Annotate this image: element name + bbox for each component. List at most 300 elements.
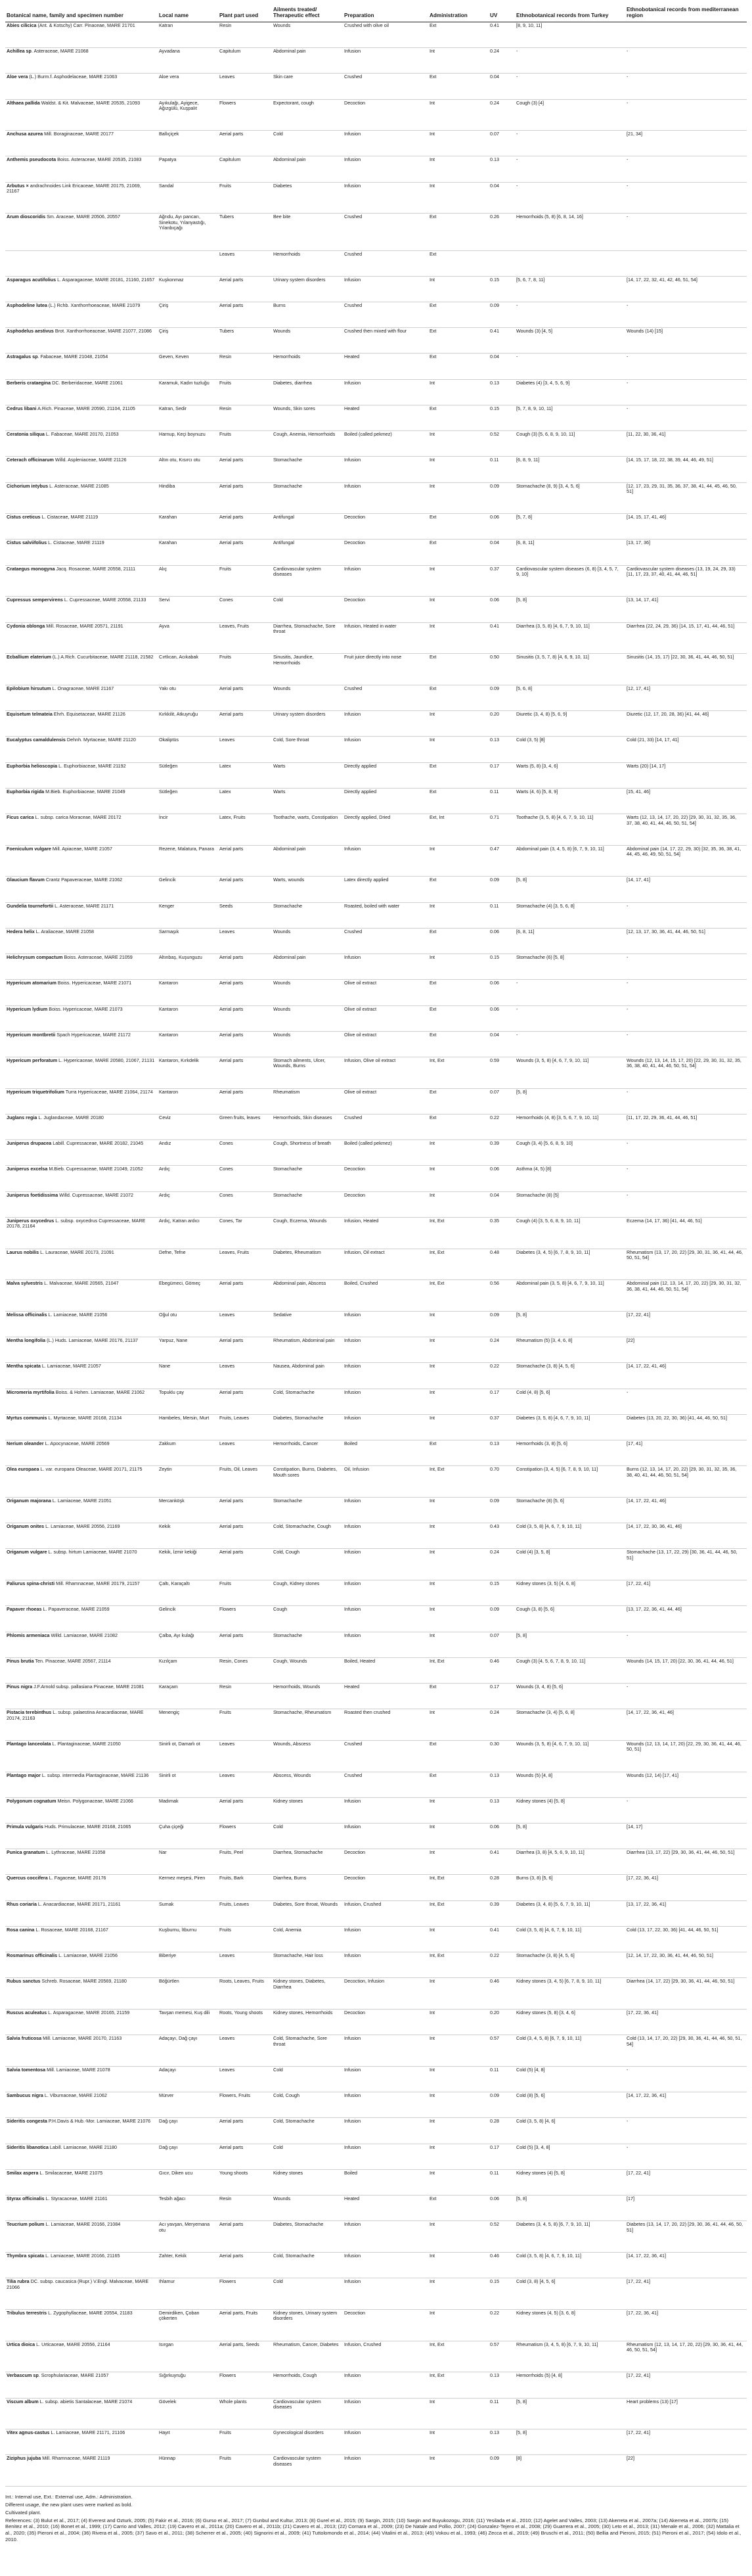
cell-plant-part: Leaves, Fruits (218, 1249, 272, 1280)
cell-local-name: Dağ çayı (158, 2144, 218, 2169)
cell-local-name: Okaliptüs (158, 737, 218, 762)
cell-records-turkey: [5, 8] (515, 2429, 625, 2455)
cell-administration: Ext (428, 980, 489, 1005)
table-row (5, 902, 747, 928)
cell-preparation: Infusion (343, 182, 428, 214)
cell-uv: 0.28 (489, 2118, 515, 2144)
cell-plant-part: Whole plants (218, 2398, 272, 2429)
cell-records-turkey: Hemorrhoids (3, 8) [5, 6] (515, 1440, 625, 1466)
cell-local-name: Mercanköşk (158, 1497, 218, 1523)
table-row (5, 737, 747, 762)
cell-plant-part: Aerial parts (218, 540, 272, 565)
cell-records-mediterranean: [17] (625, 2196, 747, 2221)
cell-ailments: Cold, Stomachache (272, 1389, 343, 1414)
cell-records-turkey: Cold (5) [4, 8] (515, 2066, 625, 2092)
cell-preparation: Crushed (343, 1114, 428, 1139)
cell-plant-part: Capitulum (218, 156, 272, 182)
cell-botanical-name: Polygonum cognatum Meisn. Polygonaceae, MARE 21066 (5, 1797, 158, 1823)
cell-administration: Int (428, 1337, 489, 1363)
cell-local-name: Menengiç (158, 1709, 218, 1741)
cell-preparation: Infusion (343, 2278, 428, 2310)
cell-uv: 0.57 (489, 2035, 515, 2067)
cell-ailments: Diabetes, Rheumatism (272, 1249, 343, 1280)
cell-records-mediterranean: [14, 15, 17, 18, 22, 38, 39, 44, 46, 49, 51] (625, 457, 747, 482)
cell-records-mediterranean: [22] (625, 2455, 747, 2487)
cell-preparation: Infusion (343, 1311, 428, 1337)
cell-administration: Ext, Int (428, 814, 489, 846)
cell-records-mediterranean: - (625, 379, 747, 405)
cell-local-name: Kekik, İzmir kekiği (158, 1549, 218, 1580)
cell-uv: 0.09 (489, 482, 515, 514)
cell-botanical-name: Plantago major L. subsp. intermedia Plantaginaceae, MARE 21136 (5, 1772, 158, 1797)
cell-plant-part: Fruits (218, 2429, 272, 2455)
table-row (5, 2398, 747, 2429)
cell-plant-part: Aerial parts (218, 302, 272, 327)
cell-preparation: Decoction (343, 1191, 428, 1217)
cell-botanical-name: Helichrysum compactum Boiss. Asteraceae, MARE 21059 (5, 954, 158, 980)
cell-botanical-name: Ecballium elaterium (L.) A.Rich. Cucurbitaceae, MARE 21118, 21582 (5, 654, 158, 685)
cell-records-turkey: - (515, 1031, 625, 1057)
column-header: Botanical name, family and specimen number (5, 5, 158, 22)
cell-plant-part: Cones (218, 1191, 272, 1217)
cell-records-mediterranean: [14, 17, 22, 30, 36, 41, 46] (625, 1523, 747, 1549)
cell-preparation: Decoction (343, 2309, 428, 2341)
cell-records-turkey: Cardiovascular system diseases (6, 8) [3, 4, 5, 7, 9, 10] (515, 565, 625, 597)
cell-records-turkey: Stomachache (6) [5, 8] (515, 954, 625, 980)
table-row (5, 2196, 747, 2221)
cell-uv: 0.13 (489, 156, 515, 182)
cell-plant-part: Latex (218, 788, 272, 814)
cell-records-turkey: Cold (3, 8) [4, 5, 6] (515, 2278, 625, 2310)
cell-plant-part: Leaves (218, 1740, 272, 1772)
cell-administration: Int (428, 1632, 489, 1657)
table-row (5, 1088, 747, 1114)
cell-local-name: Ebegümeci, Gömeç (158, 1280, 218, 1312)
column-header: Ailments treated/ Therapeutic effect (272, 5, 343, 22)
cell-plant-part: Fruits (218, 2455, 272, 2487)
cell-administration: Ext (428, 1772, 489, 1797)
cell-ailments: Hemorrhoids (272, 354, 343, 379)
table-row (5, 2169, 747, 2195)
cell-preparation: Crushed (343, 302, 428, 327)
cell-administration: Int (428, 131, 489, 156)
cell-records-mediterranean: [12, 17, 23, 29, 31, 35, 36, 37, 38, 41, 44, 45, 46, 50, 51] (625, 482, 747, 514)
cell-records-turkey: Stomachache (8, 9) [3, 4, 5, 6] (515, 482, 625, 514)
cell-uv: 0.22 (489, 1952, 515, 1978)
cell-preparation: Infusion (343, 2455, 428, 2487)
cell-botanical-name: Euphorbia rigida M.Bieb. Euphorbiaceae, MARE 21049 (5, 788, 158, 814)
cell-ailments: Cardiovascular system diseases (272, 2455, 343, 2487)
cell-preparation: Infusion (343, 565, 428, 597)
cell-botanical-name: Melissa officinalis L. Lamiaceae, MARE 21056 (5, 1311, 158, 1337)
cell-plant-part: Aerial parts (218, 131, 272, 156)
cell-plant-part: Resin (218, 1683, 272, 1709)
cell-plant-part: Fruits (218, 1580, 272, 1606)
cell-records-mediterranean: [12, 14, 17, 22, 30, 36, 41, 44, 46, 50, 51] (625, 1952, 747, 1978)
cell-records-mediterranean: - (625, 74, 747, 99)
cell-botanical-name: Mentha longifolia (L.) Huds. Lamiaceae, MARE 20176, 21137 (5, 1337, 158, 1363)
cell-records-turkey: Stomachache (8) [5, 6] (515, 1497, 625, 1523)
cell-administration: Ext (428, 1005, 489, 1031)
cell-records-mediterranean (625, 250, 747, 276)
table-row (5, 1824, 747, 1849)
cell-preparation: Infusion (343, 457, 428, 482)
cell-administration: Int (428, 597, 489, 622)
cell-local-name: Ayva (158, 622, 218, 654)
cell-ailments: Cold, Cough (272, 2092, 343, 2118)
cell-botanical-name: Hypericum atomarium Boiss. Hypericaceae, MARE 21071 (5, 980, 158, 1005)
cell-ailments: Stomachache, Hair loss (272, 1952, 343, 1978)
cell-preparation: Crushed (343, 214, 428, 250)
cell-administration: Int (428, 2169, 489, 2195)
table-row (5, 482, 747, 514)
cell-botanical-name: Tilia rubra DC. subsp. caucasica (Rupr.) V.Engl. Malvaceae, MARE 21066 (5, 2278, 158, 2310)
table-row (5, 814, 747, 846)
ethnobotanical-table (5, 5, 747, 2487)
cell-ailments: Cold (272, 597, 343, 622)
cell-records-turkey: Cold (3, 5, 8) [4, 6, 7, 9, 10, 11] (515, 2252, 625, 2278)
cell-botanical-name: Cydonia oblonga Mill. Rosaceae, MARE 20571, 21191 (5, 622, 158, 654)
cell-plant-part: Aerial parts (218, 954, 272, 980)
cell-uv: 0.56 (489, 1280, 515, 1312)
cell-plant-part: Young shoots (218, 2169, 272, 2195)
cell-ailments: Bee bite (272, 214, 343, 250)
cell-plant-part: Capitulum (218, 48, 272, 74)
cell-records-turkey: Cough (3) [5, 6, 8, 9, 10, 11] (515, 431, 625, 457)
cell-plant-part: Fruits (218, 1709, 272, 1741)
cell-administration: Int (428, 431, 489, 457)
cell-ailments: Diabetes, diarrhea (272, 379, 343, 405)
cell-uv: 0.50 (489, 654, 515, 685)
cell-local-name: Karahan (158, 514, 218, 540)
cell-local-name: Nane (158, 1363, 218, 1389)
cell-records-turkey: Cold (4) [3, 5, 8] (515, 1549, 625, 1580)
cell-plant-part: Fruits (218, 431, 272, 457)
cell-botanical-name: Aloe vera (L.) Burm.f. Asphodelaceae, MARE 21063 (5, 74, 158, 99)
cell-plant-part: Aerial parts (218, 1549, 272, 1580)
cell-records-mediterranean: Sinusitis (14, 15, 17) [22, 30, 36, 41, 44, 46, 50, 51] (625, 654, 747, 685)
cell-ailments: Kidney stones, Urinary system disorders (272, 2309, 343, 2341)
cell-uv: 0.15 (489, 1580, 515, 1606)
cell-records-turkey: [5, 8] (515, 2196, 625, 2221)
cell-records-turkey: Rheumatism (3, 4, 5, 8) [6, 7, 9, 10, 11] (515, 2341, 625, 2372)
cell-administration: Int, Ext (428, 1217, 489, 1249)
cell-preparation: Boiled, Crushed (343, 1280, 428, 1312)
cell-local-name: Sığırkuyruğu (158, 2372, 218, 2398)
cell-plant-part: Green fruits, leaves (218, 1114, 272, 1139)
cell-administration: Int (428, 1709, 489, 1741)
cell-plant-part: Fruits, Oil, Leaves (218, 1466, 272, 1498)
cell-ailments: Hemorrhoids, Wounds (272, 1683, 343, 1709)
cell-botanical-name: Thymbra spicata L. Lamiaceae, MARE 20166, 21165 (5, 2252, 158, 2278)
cell-records-mediterranean: Rheumatism (13, 17, 20, 22) [29, 30, 31, 36, 41, 44, 46, 50, 51, 54] (625, 1249, 747, 1280)
table-row (5, 2010, 747, 2035)
table-row (5, 2221, 747, 2253)
cell-records-mediterranean: Warts (20) [14, 17] (625, 762, 747, 788)
cell-botanical-name: Ficus carica L. subsp. carica Moraceae, MARE 20172 (5, 814, 158, 846)
cell-botanical-name: Cichorium intybus L. Asteraceae, MARE 21085 (5, 482, 158, 514)
cell-preparation: Infusion (343, 131, 428, 156)
cell-records-mediterranean: Stomachache (13, 17, 22, 29) [30, 36, 41, 44, 46, 50, 51] (625, 1549, 747, 1580)
cell-uv: 0.06 (489, 2196, 515, 2221)
cell-records-mediterranean: Diarrhea (22, 24, 29, 36) [14, 15, 17, 41, 44, 46, 51] (625, 622, 747, 654)
table-row (5, 762, 747, 788)
cell-botanical-name: Punica granatum L. Lythraceae, MARE 21058 (5, 1849, 158, 1875)
cell-uv: 0.13 (489, 1440, 515, 1466)
cell-uv: 0.11 (489, 788, 515, 814)
cell-uv: 0.35 (489, 1217, 515, 1249)
cell-local-name: Kenger (158, 902, 218, 928)
cell-administration: Int (428, 1606, 489, 1632)
cell-local-name: Altın otu, Kısırcı otu (158, 457, 218, 482)
cell-records-turkey: - (515, 980, 625, 1005)
cell-preparation: Boiled (343, 2169, 428, 2195)
cell-botanical-name: Equisetum telmateia Ehrh. Equisetaceae, MARE 21126 (5, 711, 158, 737)
cell-records-turkey: Wounds (5) [4, 8] (515, 1772, 625, 1797)
table-row (5, 1280, 747, 1312)
cell-plant-part: Leaves (218, 737, 272, 762)
cell-local-name: Nar (158, 1849, 218, 1875)
cell-administration: Int, Ext (428, 2341, 489, 2372)
cell-local-name: Biberiye (158, 1952, 218, 1978)
cell-botanical-name: Juniperus foetidissima Willd. Cupressaceae, MARE 21072 (5, 1191, 158, 1217)
cell-ailments: Cold, Cough (272, 1549, 343, 1580)
cell-administration: Ext (428, 405, 489, 430)
cell-administration: Int, Ext (428, 1875, 489, 1900)
cell-records-mediterranean: Abdominal pain (12, 13, 14, 17, 20, 22) [29, 30, 31, 32, 36, 38, 41, 44, 46, 50, 51, 54] (625, 1280, 747, 1312)
cell-administration: Int (428, 1191, 489, 1217)
cell-uv: 0.17 (489, 1389, 515, 1414)
cell-records-turkey: Cold (3, 5, 8) [4, 6, 7, 9, 10, 11] (515, 1523, 625, 1549)
cell-records-turkey: Cold (3, 5, 8) [4, 6] (515, 2118, 625, 2144)
cell-plant-part: Cones (218, 1166, 272, 1191)
cell-records-turkey: - (515, 156, 625, 182)
cell-administration: Int (428, 2118, 489, 2144)
cell-botanical-name: Ziziphus jujuba Mill. Rhamnaceae, MARE 21119 (5, 2455, 158, 2487)
cell-local-name (158, 250, 218, 276)
cell-records-turkey: Stomachache (8) [5] (515, 1191, 625, 1217)
cell-plant-part: Aerial parts (218, 457, 272, 482)
cell-records-turkey: [8] (515, 2455, 625, 2487)
cell-plant-part: Flowers (218, 99, 272, 131)
cell-records-turkey: Kidney stones (3, 4, 5) [6, 7, 8, 9, 10, 11] (515, 1978, 625, 2010)
cell-local-name: Karahan (158, 540, 218, 565)
cell-uv: 0.09 (489, 1606, 515, 1632)
table-row (5, 711, 747, 737)
cell-records-turkey: - (515, 48, 625, 74)
cell-uv: 0.06 (489, 514, 515, 540)
cell-uv: 0.13 (489, 2372, 515, 2398)
cell-ailments: Kidney stones, Hemorrhoids (272, 2010, 343, 2035)
cell-local-name: Ağrıdu, Ayı pancarı, Sinekotu, Yılanyastığı, Yılanbıçağı (158, 214, 218, 250)
cell-ailments: Sedative (272, 1311, 343, 1337)
cell-botanical-name: Smilax aspera L. Smilacaceae, MARE 21075 (5, 2169, 158, 2195)
table-row (5, 654, 747, 685)
cell-preparation: Infusion (343, 1389, 428, 1414)
cell-preparation: Infusion (343, 2252, 428, 2278)
table-row (5, 565, 747, 597)
cell-administration: Ext (428, 1088, 489, 1114)
cell-uv (489, 250, 515, 276)
cell-records-turkey: Hemorrhoids (4, 8) [3, 5, 6, 7, 9, 10, 11] (515, 1114, 625, 1139)
cell-uv: 0.11 (489, 2066, 515, 2092)
cell-records-turkey: [5, 7, 8, 9, 10, 11] (515, 405, 625, 430)
cell-records-mediterranean: Wounds (14) [15] (625, 328, 747, 354)
cell-administration: Ext (428, 1740, 489, 1772)
table-row (5, 1523, 747, 1549)
table-row (5, 1632, 747, 1657)
cell-records-mediterranean: [17, 22, 36, 41] (625, 2309, 747, 2341)
cell-local-name: Andız (158, 1140, 218, 1166)
cell-records-mediterranean: Diabetes (13, 14, 17, 20, 22) [29, 30, 36, 41, 44, 46, 50, 51] (625, 2221, 747, 2253)
cell-uv: 0.71 (489, 814, 515, 846)
cell-records-turkey: Cold (4, 8) [5, 6] (515, 1389, 625, 1414)
cell-records-mediterranean: - (625, 1389, 747, 1414)
cell-local-name: Kırkkilit, Atkuyruğu (158, 711, 218, 737)
cell-local-name: Kantaron (158, 1005, 218, 1031)
table-row (5, 328, 747, 354)
cell-uv: 0.52 (489, 2221, 515, 2253)
cell-ailments: Wounds (272, 2196, 343, 2221)
table-row (5, 131, 747, 156)
cell-administration: Ext (428, 877, 489, 902)
cell-plant-part: Aerial parts (218, 2144, 272, 2169)
cell-preparation: Olive oil extract (343, 1031, 428, 1057)
cell-preparation: Boiled (called pekmez) (343, 431, 428, 457)
cell-plant-part: Tubers (218, 214, 272, 250)
cell-administration: Ext (428, 1440, 489, 1466)
cell-preparation: Infusion (343, 711, 428, 737)
cell-botanical-name: Cistus creticus L. Cistaceae, MARE 21119 (5, 514, 158, 540)
cell-preparation: Crushed then mixed with flour (343, 328, 428, 354)
cell-ailments: Diarrhea, Stomachache, Sore throat (272, 622, 343, 654)
cell-uv: 0.09 (489, 1311, 515, 1337)
cell-records-mediterranean: - (625, 2066, 747, 2092)
cell-records-turkey: Warts (5, 8) [3, 4, 6] (515, 762, 625, 788)
cell-records-mediterranean: [12, 13, 17, 30, 36, 41, 44, 46, 50, 51] (625, 928, 747, 954)
cell-botanical-name: Juniperus oxycedrus L. subsp. oxycedrus Cupressaceae, MARE 20178, 21164 (5, 1217, 158, 1249)
cell-ailments: Kidney stones, Diabetes, Diarrhea (272, 1978, 343, 2010)
cell-preparation: Infusion (343, 1824, 428, 1849)
cell-preparation: Infusion (343, 737, 428, 762)
cell-preparation: Heated (343, 2196, 428, 2221)
table-row (5, 2341, 747, 2372)
cell-records-turkey: Rheumatism (5) [3, 4, 6, 8] (515, 1337, 625, 1363)
cell-preparation: Infusion (343, 1606, 428, 1632)
cell-plant-part: Aerial parts (218, 2252, 272, 2278)
cell-local-name: Dağ çayı (158, 2118, 218, 2144)
cell-ailments: Warts, wounds (272, 877, 343, 902)
cell-local-name: Zakkum (158, 1440, 218, 1466)
cell-local-name: Gövelek (158, 2398, 218, 2429)
cell-ailments: Diabetes, Sore throat, Wounds (272, 1900, 343, 1926)
cell-local-name: Ceviz (158, 1114, 218, 1139)
cell-administration: Int (428, 737, 489, 762)
table-row (5, 354, 747, 379)
cell-botanical-name: Althaea pallida Waldst. & Kit. Malvaceae, MARE 20535, 21093 (5, 99, 158, 131)
cell-administration: Int (428, 379, 489, 405)
cell-ailments: Wounds (272, 22, 343, 47)
cell-plant-part: Aerial parts (218, 1005, 272, 1031)
cell-records-turkey: Abdominal pain (3, 4, 5, 8) [6, 7, 9, 10, 11] (515, 845, 625, 877)
cell-ailments: Skin care (272, 74, 343, 99)
cell-uv: 0.11 (489, 2169, 515, 2195)
table-row (5, 1363, 747, 1389)
table-row (5, 928, 747, 954)
table-row (5, 1166, 747, 1191)
cell-plant-part: Roots, Leaves, Fruits (218, 1978, 272, 2010)
cell-plant-part: Seeds (218, 902, 272, 928)
column-header: Local name (158, 5, 218, 22)
cell-records-mediterranean (625, 22, 747, 47)
cell-records-mediterranean: [14, 17, 22, 36, 41] (625, 2252, 747, 2278)
cell-uv: 0.39 (489, 1900, 515, 1926)
cell-plant-part: Leaves (218, 1311, 272, 1337)
cell-records-mediterranean: - (625, 902, 747, 928)
cell-records-turkey: Wounds (3) [4, 5] (515, 328, 625, 354)
cell-preparation: Infusion (343, 1337, 428, 1363)
cell-preparation: Infusion (343, 1632, 428, 1657)
cell-ailments: Urinary system disorders (272, 711, 343, 737)
cell-uv: 0.04 (489, 1191, 515, 1217)
table-row (5, 1683, 747, 1709)
table-row (5, 1057, 747, 1089)
table-row (5, 2092, 747, 2118)
cell-botanical-name: Papaver rhoeas L. Papaveraceae, MARE 21059 (5, 1606, 158, 1632)
cell-records-mediterranean: [13, 17, 36] (625, 540, 747, 565)
cell-local-name: Ardıç (158, 1166, 218, 1191)
cell-records-mediterranean: Burns (12, 13, 14, 17, 20, 22) [29, 30, 31, 32, 35, 36, 38, 40, 41, 44, 46, 50, 51, 54] (625, 1466, 747, 1498)
cell-records-mediterranean: - (625, 1005, 747, 1031)
cell-uv: 0.52 (489, 431, 515, 457)
table-row (5, 1952, 747, 1978)
cell-plant-part: Resin (218, 22, 272, 47)
cell-administration: Int, Ext (428, 1900, 489, 1926)
cell-administration: Ext (428, 1683, 489, 1709)
cell-records-turkey: Cough (3) [4, 5, 6, 7, 8, 9, 10, 11] (515, 1657, 625, 1683)
cell-local-name: Çalba, Ayı kulağı (158, 1632, 218, 1657)
cell-local-name: Ihlamur (158, 2278, 218, 2310)
cell-local-name: Sütleğen (158, 762, 218, 788)
cell-records-mediterranean: [17, 22, 41] (625, 2429, 747, 2455)
cell-ailments: Cough, Eczema, Wounds (272, 1217, 343, 1249)
cell-preparation: Infusion (343, 2398, 428, 2429)
cell-botanical-name: Cupressus sempervirens L. Cupressaceae, MARE 20558, 21133 (5, 597, 158, 622)
cell-preparation: Oil, Infusion (343, 1466, 428, 1498)
cell-records-mediterranean: - (625, 302, 747, 327)
cell-uv: 0.04 (489, 182, 515, 214)
cell-preparation: Infusion (343, 1414, 428, 1440)
cell-botanical-name: Rubus sanctus Schreb. Rosaceae, MARE 20569, 21180 (5, 1978, 158, 2010)
cell-botanical-name: Origanum majorana L. Lamiaceae, MARE 21051 (5, 1497, 158, 1523)
cell-uv: 0.39 (489, 1140, 515, 1166)
cell-botanical-name: Quercus coccifera L. Fagaceae, MARE 20176 (5, 1875, 158, 1900)
cell-preparation: Infusion (343, 2372, 428, 2398)
cell-administration: Int (428, 1824, 489, 1849)
table-row (5, 1549, 747, 1580)
cell-administration: Int (428, 48, 489, 74)
cell-plant-part: Leaves (218, 74, 272, 99)
cell-ailments: Cough, Kidney stones (272, 1580, 343, 1606)
cell-uv: 0.09 (489, 302, 515, 327)
cell-ailments: Wounds, Abscess (272, 1740, 343, 1772)
cell-ailments: Kidney stones (272, 2169, 343, 2195)
cell-ailments: Stomachache (272, 1166, 343, 1191)
cell-plant-part: Aerial parts (218, 1057, 272, 1089)
cell-botanical-name: Sideritis congesta P.H.Davis & Hub.-Mor. Lamiaceae, MARE 21076 (5, 2118, 158, 2144)
cell-botanical-name: Astragalus sp. Fabaceae, MARE 21048, 21054 (5, 354, 158, 379)
cell-local-name: Servi (158, 597, 218, 622)
